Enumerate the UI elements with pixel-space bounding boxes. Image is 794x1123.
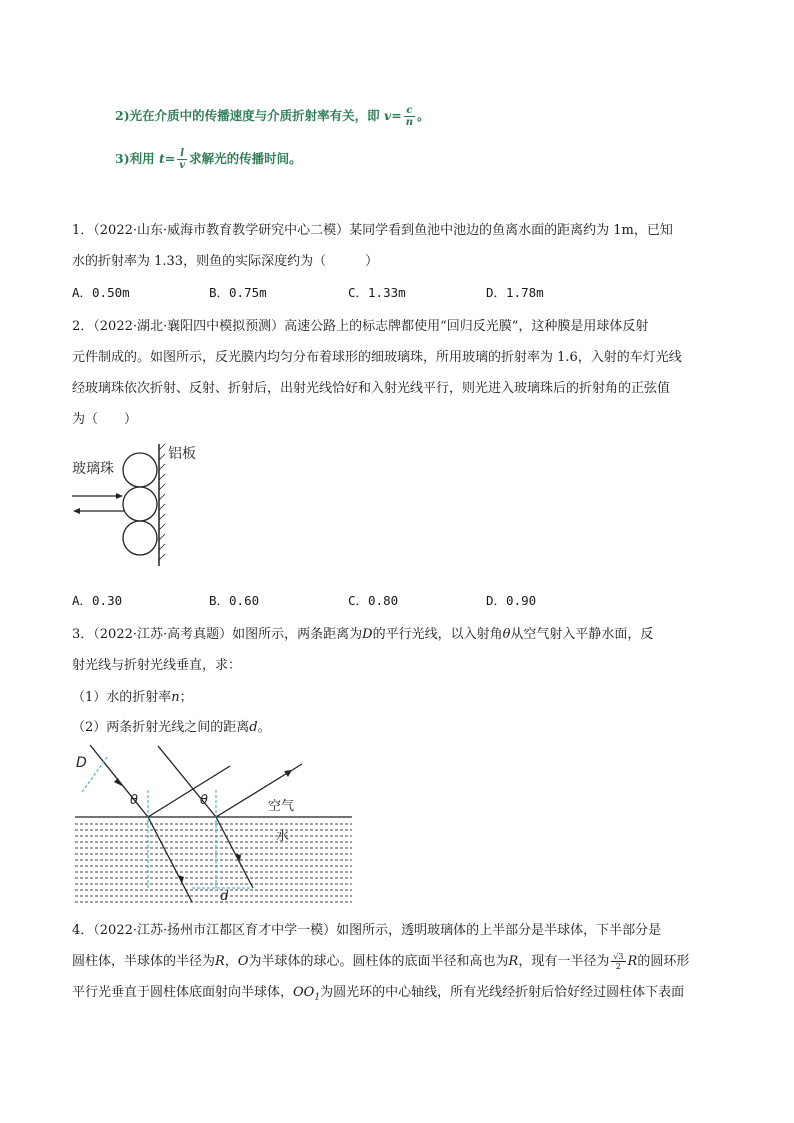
incident-arrowhead (116, 493, 123, 499)
glass-bead-bottom (123, 521, 157, 555)
tip3-den: v (179, 160, 186, 171)
q3-sub2-b: 。 (257, 720, 271, 735)
q4-frac-den: 2 (615, 962, 621, 971)
refracted-ray-2 (216, 817, 253, 888)
label-aluminum-plate: 铝板 (168, 446, 196, 462)
q3-sub1-b: ； (179, 690, 193, 705)
q3-sub2 (72, 716, 271, 735)
q3-var-n: n (171, 690, 180, 705)
q4-frac-num: √3 (613, 952, 624, 961)
q3-sub1 (72, 686, 193, 705)
plate-hatching (159, 444, 165, 560)
q3-line1 (72, 623, 653, 642)
q3-var-theta: θ (502, 627, 511, 642)
tip3-fraction (177, 148, 187, 171)
label-theta-2: θ (200, 793, 208, 808)
tip2-den: n (405, 117, 414, 128)
reflected-ray-1 (148, 766, 230, 817)
q1-option-c[interactable]: C．1.33m (348, 285, 406, 300)
q3-line1-a: 3．（2022·江苏·高考真题）如图所示，两条距离为 (72, 627, 363, 642)
q4-line2-e: 的圆环形 (637, 954, 690, 969)
q1-line1: 1．（2022·山东·威海市教育教学研究中心二模）某同学看到鱼池中池边的鱼离水面的距离约为 1m，已知 (72, 223, 673, 238)
reflected-ray-2-arrow (284, 770, 292, 777)
q3-figure-refraction (70, 740, 360, 910)
q3-sub1-a: （1）水的折射率 (72, 690, 172, 705)
label-D: D (76, 755, 87, 771)
tip3-num: l (177, 148, 187, 160)
tip3-eq: = (164, 151, 176, 166)
tip2-var-v: v (383, 108, 392, 123)
tip3-var-t: t (158, 151, 165, 166)
q2-figure-glass-beads (68, 440, 208, 570)
q2-option-b[interactable]: B．0.60 (209, 593, 260, 608)
q2-option-d[interactable]: D．0.90 (486, 593, 537, 608)
tip2-end: 。 (417, 108, 430, 123)
glass-bead-top (123, 453, 157, 487)
label-glass-bead: 玻璃珠 (72, 461, 114, 477)
tip2-num: c (404, 105, 415, 117)
q3-line2: 射光线与折射光线垂直，求： (72, 658, 242, 673)
q3-sub2-a: （2）两条折射光线之间的距离 (72, 720, 250, 735)
tip2-eq: = (391, 108, 402, 123)
q4-line2-b: ， (224, 954, 238, 969)
q4-fraction (611, 952, 625, 971)
exit-arrowhead (73, 508, 80, 514)
q4-var-R2: R (508, 954, 519, 969)
label-d: d (220, 889, 229, 904)
q4-line3-a: 平行光垂直于圆柱体底面射向半球体， (72, 985, 294, 1000)
tip2-text: 2)光在介质中的传播速度与介质折射率有关，即 (115, 108, 380, 123)
water-texture (75, 824, 352, 902)
q2-line4: 为（ ） (72, 412, 138, 427)
label-theta-1: θ (130, 793, 138, 808)
q4-line3 (72, 981, 684, 1003)
q4-line2-d: ，现有一半径为 (518, 954, 610, 969)
q1-option-d[interactable]: D．1.78m (486, 285, 544, 300)
q2-option-a[interactable]: A．0.30 (72, 593, 123, 608)
q4-sub-1: 1 (314, 992, 321, 1003)
q4-line1: 4．（2022·江苏·扬州市江都区育才中学一模）如图所示，透明玻璃体的上半部分是半球体，下半部分是 (72, 923, 662, 938)
tip2-fraction (404, 105, 415, 128)
q3-line1-c: 从空气射入平静水面，反 (510, 627, 654, 642)
q3-var-d: d (249, 720, 258, 735)
tip-line-3 (115, 148, 302, 171)
q4-var-OO: OO (293, 985, 315, 1000)
q3-line1-b: 的平行光线，以入射角 (372, 627, 503, 642)
tip3-suffix: 求解光的传播时间。 (189, 151, 302, 166)
q4-line2-a: 圆柱体，半球体的半径为 (72, 954, 216, 969)
q2-line3: 经玻璃珠依次折射、反射、折射后，出射光线恰好和入射光线平行，则光进入玻璃珠后的折射角的正弦值 (72, 381, 671, 396)
q4-line3-b: 为圆光环的中心轴线，所有光线经折射后恰好经过圆柱体下表面 (320, 985, 685, 1000)
label-water: 水 (276, 829, 290, 844)
tip-line-2 (115, 105, 430, 128)
q4-line2-c: 为半球体的球心。圆柱体的底面半径和高也为 (248, 954, 509, 969)
q1-option-a[interactable]: A．0.50m (72, 285, 130, 300)
q2-option-c[interactable]: C．0.80 (348, 593, 399, 608)
q4-var-R3: R (627, 954, 638, 969)
q4-line2 (72, 950, 689, 971)
glass-bead-middle (123, 487, 157, 521)
q2-line1: 2．（2022·湖北·襄阳四中模拟预测）高速公路上的标志牌都使用“回归反光膜”，这种膜是用球体反射 (72, 319, 649, 334)
q4-var-O: O (237, 954, 249, 969)
incident-ray-1-arrow (114, 778, 122, 786)
q1-line2: 水的折射率为 1.33，则鱼的实际深度约为（ ） (72, 254, 379, 269)
q3-var-D: D (362, 627, 373, 642)
q2-line2: 元件制成的。如图所示，反光膜内均匀分布着球形的细玻璃珠，所用玻璃的折射率为 1.6，入射的车灯光线 (72, 350, 682, 365)
tip3-prefix: 3)利用 (115, 151, 155, 166)
q1-option-b[interactable]: B．0.75m (209, 285, 267, 300)
q4-var-R: R (215, 954, 225, 969)
label-air: 空气 (268, 799, 295, 814)
